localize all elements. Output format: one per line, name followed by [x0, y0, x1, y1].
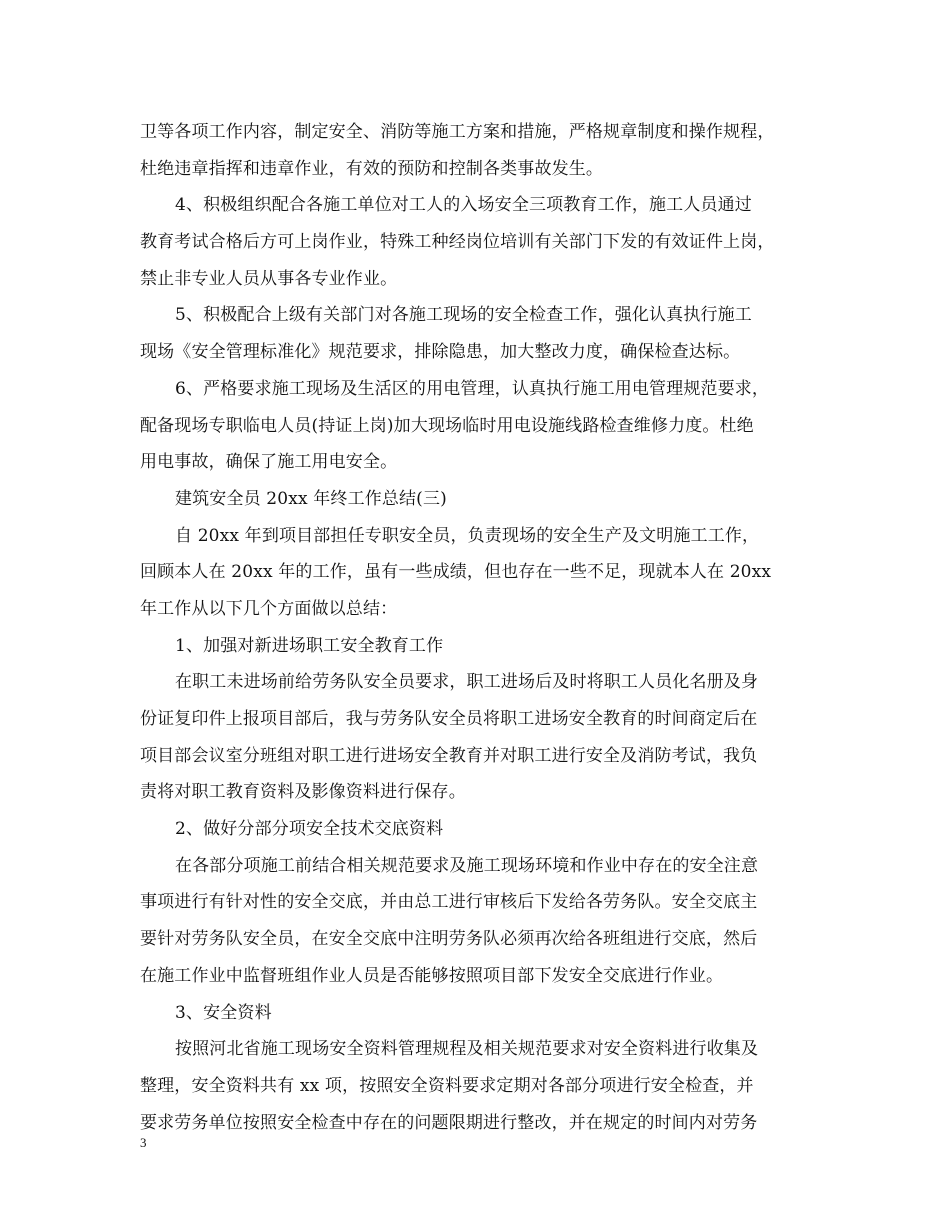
document-body — [140, 114, 820, 1141]
text-line: 用电事故，确保了施工用电安全。 — [140, 452, 398, 473]
text-line: 按照河北省施工现场安全资料管理规程及相关规范要求对安全资料进行收集及 — [175, 1039, 759, 1060]
text-line: 3、安全资料 — [175, 1002, 272, 1023]
text-line: 配备现场专职临电人员(持证上岗)加大现场临时用电设施线路检查维修力度。杜绝 — [140, 415, 754, 436]
text-line: 在施工作业中监督班组作业人员是否能够按照项目部下发安全交底进行作业。 — [140, 965, 724, 986]
text-line: 要针对劳务队安全员，在安全交底中注明劳务队必须再次给各班组进行交底，然后 — [140, 929, 758, 950]
text-line: 责将对职工教育资料及影像资料进行保存。 — [140, 782, 466, 803]
text-line: 在职工未进场前给劳务队安全员要求，职工进场后及时将职工人员化名册及身 — [175, 672, 759, 693]
text-line: 杜绝违章指挥和违章作业，有效的预防和控制各类事故发生。 — [140, 158, 604, 179]
text-line: 年工作从以下几个方面做以总结： — [140, 598, 398, 619]
text-line: 事项进行有针对性的安全交底，并由总工进行审核后下发给各劳务队。安全交底主 — [140, 892, 758, 913]
text-line: 2、做好分部分项安全技术交底资料 — [175, 819, 444, 840]
text-line: 项目部会议室分班组对职工进行进场安全教育并对职工进行安全及消防考试，我负 — [140, 745, 758, 766]
text-line: 要求劳务单位按照安全检查中存在的问题限期进行整改，并在规定的时间内对劳务 — [140, 1112, 758, 1133]
text-line: 份证复印件上报项目部后，我与劳务队安全员将职工进场安全教育的时间商定后在 — [140, 709, 758, 729]
text-line: 回顾本人在 20xx 年的工作，虽有一些成绩，但也存在一些不足，现就本人在 20xx — [140, 562, 772, 583]
text-line: 在各部分项施工前结合相关规范要求及施工现场环境和作业中存在的安全注意 — [175, 855, 759, 876]
page-number: 3 — [140, 1135, 147, 1150]
text-line: 1、加强对新进场职工安全教育工作 — [175, 635, 444, 656]
text-line: 现场《安全管理标准化》规范要求，排除隐患，加大整改力度，确保检查达标。 — [140, 342, 741, 363]
text-line: 禁止非专业人员从事各专业作业。 — [140, 268, 398, 289]
text-line: 建筑安全员 20xx 年终工作总结(三) — [175, 488, 447, 509]
text-line: 整理，安全资料共有 xx 项，按照安全资料要求定期对各部分项进行安全检查，并 — [140, 1075, 754, 1096]
text-line: 5、积极配合上级有关部门对各施工现场的安全检查工作，强化认真执行施工 — [175, 305, 752, 326]
text-line: 教育考试合格后方可上岗作业，特殊工种经岗位培训有关部门下发的有效证件上岗， — [140, 232, 775, 253]
text-line: 4、积极组织配合各施工单位对工人的入场安全三项教育工作，施工人员通过 — [175, 195, 752, 216]
text-line: 6、严格要求施工现场及生活区的用电管理，认真执行施工用电管理规范要求， — [175, 378, 770, 399]
text-line: 卫等各项工作内容，制定安全、消防等施工方案和措施，严格规章制度和操作规程， — [140, 122, 775, 142]
text-line: 自 20xx 年到项目部担任专职安全员，负责现场的安全生产及文明施工工作， — [175, 525, 760, 546]
